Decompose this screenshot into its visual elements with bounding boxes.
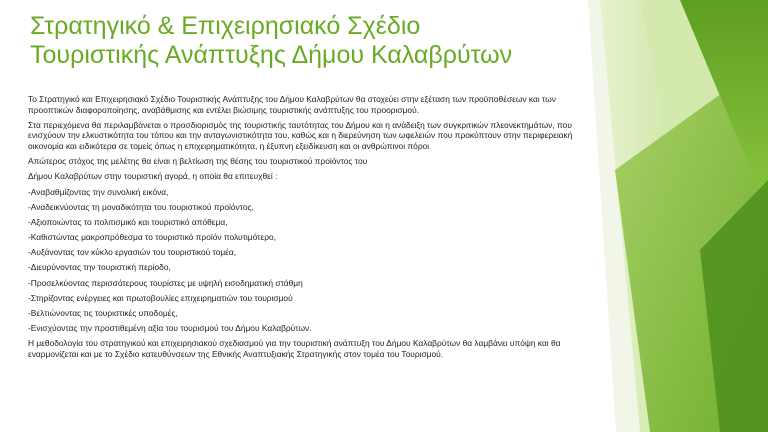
paragraph: Στα περιεχόμενα θα περιλαμβάνεται ο προσδιορισμός της τουριστικής ταυτότητας του Δήμου και η ανάδειξη των συγκριτικών πλεονεκτημάτων, που ενισχύουν την ελκυστικότητα του τόπου και την ανταγωνιστικότητα του, καθώς και η διερεύνηση των ωφελειών που προκύπτουν στην περιφερειακή οικονομία και ειδικότερα σε τομείς όπως η επιχειρηματικότητα, η έξυπνη εξειδίκευση και οι ανθρώπινοι πόροι: [28, 119, 573, 151]
title-line-1: Στρατηγικό & Επιχειρησιακό Σχέδιο: [30, 12, 421, 40]
list-item: -Ενισχύοντας την προστιθεμένη αξία του τουρισμού του Δήμου Καλαβρύτων.: [28, 323, 312, 334]
list-item: -Βελτιώνοντας τις τουριστικές υποδομές,: [28, 308, 178, 319]
list-item: -Αυξάνοντας τον κύκλο εργασιών του τουριστικού τομέα,: [28, 247, 237, 258]
list-item: -Διευρύνοντας την τουριστική περίοδο,: [28, 262, 171, 273]
list-item: -Στηρίζοντας ενέργειες και πρωτοβουλίες επιχειρηματιών του τουρισμού: [28, 292, 293, 303]
paragraph: Απώτερος στόχος της μελέτης θα είναι η βελτίωση της θέσης του τουριστικού προϊόντος του: [28, 156, 368, 167]
list-item: -Αξιοποιώντας το πολιτισμικό και τουριστικό απόθεμα,: [28, 216, 228, 227]
list-item: -Αναδεικνύοντας τη μοναδικότητα του τουριστικού προϊόντος,: [28, 201, 254, 212]
list-item: -Καθιστώντας μακροπρόθεσμα το τουριστικό προϊόν πολυτιμότερο,: [28, 232, 276, 243]
title-line-2: Τουριστικής Ανάπτυξης Δήμου Καλαβρύτων: [30, 41, 513, 69]
list-item: -Αναβαθμίζοντας την συνολική εικόνα,: [28, 186, 169, 197]
slide-title: [30, 12, 590, 70]
slide-body: [28, 94, 583, 364]
paragraph: Η μεθοδολογία του στρατηγικού και επιχειρησιακού σχεδιασμού για την τουριστική ανάπτυξη του Δήμου Καλαβρύτων θα λαμβάνει υπόψη και θα εναρμονίζεται και με το Σχέδιο κατευθύνσεων της Εθνικής Αναπτυξιακής Στρατηγικής στον τομέα του Τουρισμού.: [28, 338, 561, 359]
paragraph: Το Στρατηγικό και Επιχειρησιακό Σχέδιο Τουριστικής Ανάπτυξης του Δήμου Καλαβρύτων θα στοχεύει στην εξέταση των προϋποθέσεων και των προοπτικών διαφοροποίησης, αναβάθμισης και εντέλει βιώσιμης τουριστικής ανάπτυξης του προορισμού.: [28, 94, 556, 115]
paragraph: Δήμου Καλαβρύτων στην τουριστική αγορά, η οποία θα επιτευχθεί :: [28, 171, 278, 182]
list-item: -Προσελκύοντας περισσότερους τουρίστες με υψηλή εισοδηματική στάθμη: [28, 277, 303, 288]
